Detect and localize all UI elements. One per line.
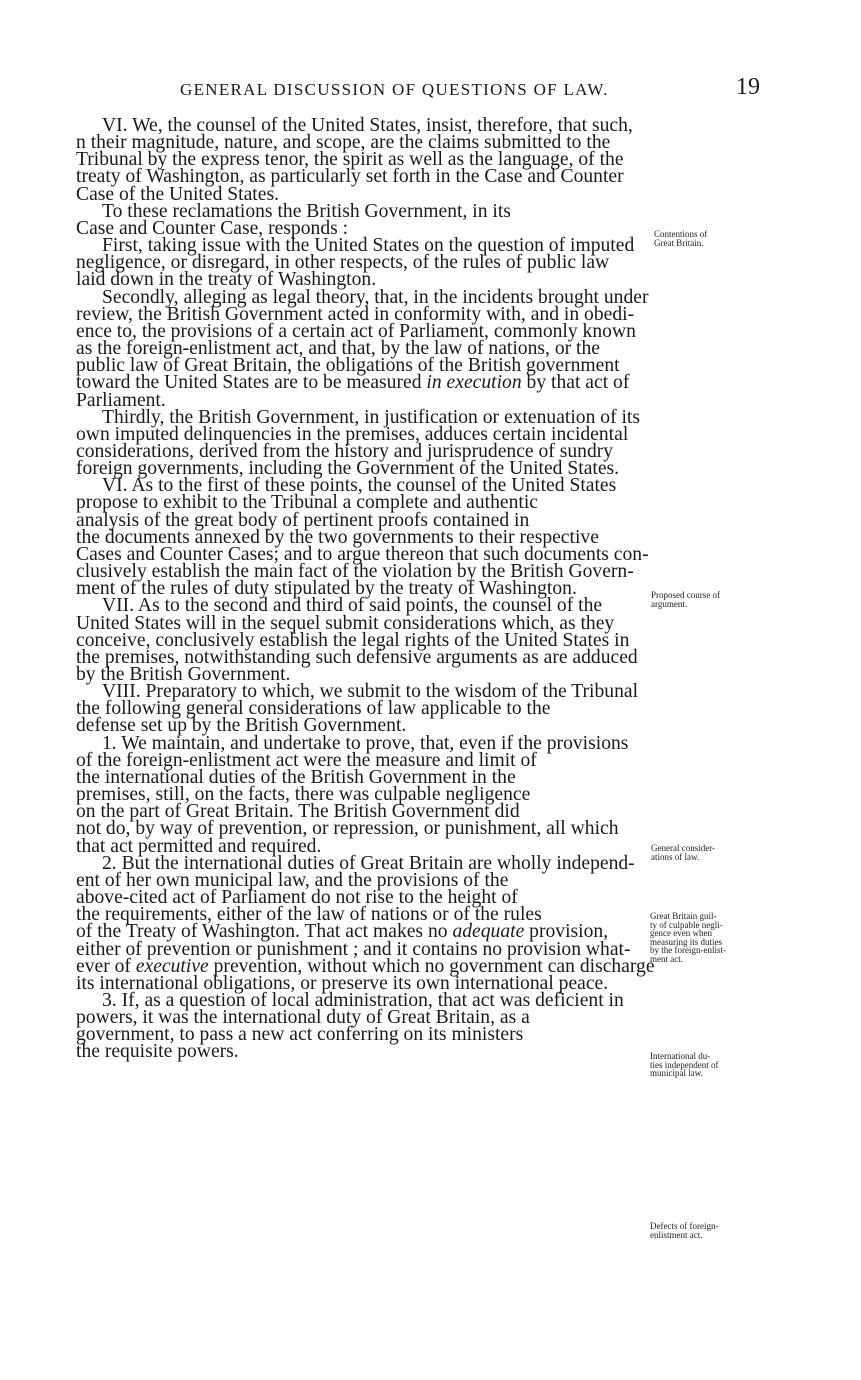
margin-note-line: Proposed course of — [651, 590, 720, 600]
margin-note-line: ations of law. — [651, 851, 700, 862]
text-line: VI. As to the first of these points, the counsel of the United States — [102, 475, 617, 497]
text-line: 2. But the international duties of Great Britain are wholly independ- — [102, 852, 635, 874]
text-line: review, the British Government acted in conformity with, and in obedi- — [76, 303, 635, 325]
margin-note-contentions — [654, 230, 707, 247]
text-line: the international duties of the British Government in the — [76, 766, 516, 788]
text-line: the requirements, either of the law of nations or of the rules — [76, 904, 542, 926]
margin-note-line: municipal law. — [650, 1068, 703, 1078]
page-number: 19 — [736, 74, 760, 100]
text-line: Cases and Counter Cases; and to argue thereon that such documents con- — [76, 543, 649, 565]
text-line: public law of Great Britain, the obligations of the British government — [76, 355, 620, 377]
text-line: its international obligations, or preserve its own international peace. — [76, 972, 609, 994]
margin-note-line: ty of culpable negli- — [650, 919, 723, 930]
text-line: Secondly, alleging as legal theory, that, in the incidents brought under — [102, 286, 649, 308]
text-line: on the part of Great Britain. The British Government did — [76, 801, 520, 823]
margin-note-line: Great Britain guil- — [650, 911, 717, 921]
text-line: ence to, the provisions of a certain act of Parliament, commonly known — [76, 320, 636, 342]
text-line: clusively establish the main fact of the violation by the British Govern- — [76, 561, 634, 583]
margin-note-line: General consider- — [651, 843, 716, 853]
text-line: toward the United States are to be measured in execution by that act of — [76, 372, 630, 394]
margin-note-line: argument. — [651, 598, 688, 609]
text-line: ment of the rules of duty stipulated by the treaty of Washington. — [76, 578, 577, 600]
text-line: treaty of Washington, as particularly set forth in the Case and Counter — [76, 166, 624, 188]
margin-note-proposed-course — [651, 591, 720, 608]
text-line: the following general considerations of law applicable to the — [76, 698, 551, 720]
text-line: either of prevention or punishment ; and it contains no provision what- — [76, 938, 631, 960]
text-line: n their magnitude, nature, and scope, are the claims submitted to the — [76, 132, 611, 154]
margin-note-line: Defects of foreign- — [650, 1221, 719, 1231]
text-line: of the foreign-enlistment act were the measure and limit of — [76, 749, 537, 771]
text-line: First, taking issue with the United States on the question of imputed — [102, 235, 635, 257]
text-line: not do, by way of prevention, or repression, or punishment, all which — [76, 818, 619, 840]
text-line: Case and Counter Case, responds : — [76, 217, 349, 239]
text-line: as the foreign-enlistment act, and that, by the law of nations, or the — [76, 338, 600, 360]
text-line: VII. As to the second and third of said points, the counsel of the — [102, 595, 603, 617]
margin-note-culpable-negligence — [650, 912, 726, 963]
text-line: conceive, conclusively establish the legal rights of the United States in — [76, 629, 630, 651]
text-line: by the British Government. — [76, 664, 291, 685]
text-line: of the Treaty of Washington. That act makes no adequate provision, — [76, 921, 609, 943]
text-line: that act permitted and required. — [76, 835, 322, 857]
text-line: the premises, notwithstanding such defensive arguments as are adduced — [76, 646, 638, 668]
text-line: foreign governments, including the Government of the United States. — [76, 458, 620, 480]
margin-note-line: measuring its duties — [650, 936, 722, 947]
text-line: Thirdly, the British Government, in justification or extenuation of its — [102, 406, 641, 428]
margin-note-line: by the foreign-enlist- — [650, 945, 726, 955]
text-line: negligence, or disregard, in other respects, of the rules of public law — [76, 252, 610, 274]
text-line: own imputed delinquencies in the premises, adduces certain incidental — [76, 423, 629, 445]
text-line: premises, still, on the facts, there was culpable negligence — [76, 784, 531, 806]
text-line: 3. If, as a question of local administration, that act was deficient in — [102, 989, 624, 1011]
margin-note-line: enlistment act. — [650, 1229, 703, 1240]
text-line: government, to pass a new act conferring on its ministers — [76, 1024, 524, 1046]
margin-note-defects-act — [650, 1222, 718, 1239]
text-line: defense set up by the British Government. — [76, 715, 407, 737]
margin-note-international-duties — [650, 1052, 718, 1078]
text-line: 1. We maintain, and undertake to prove, that, even if the provisions — [102, 732, 629, 754]
text-line: Case of the United States. — [76, 183, 279, 205]
text-line: above-cited act of Parliament do not rise to the height of — [76, 887, 518, 909]
margin-note-general-considerations — [651, 844, 715, 861]
text-line: propose to exhibit to the Tribunal a complete and authentic — [76, 492, 538, 514]
margin-note-line: gence even when — [650, 928, 712, 938]
text-line: the documents annexed by the two governments to their respective — [76, 526, 599, 548]
text-line: Parliament. — [76, 389, 166, 411]
text-line: ever of executive prevention, without which no government can discharge — [76, 955, 655, 977]
margin-note-line: International du- — [650, 1051, 711, 1061]
margin-note-line: ties independent of — [650, 1059, 719, 1070]
text-line: To these reclamations the British Government, in its — [102, 200, 511, 222]
running-head: GENERAL DISCUSSION OF QUESTIONS OF LAW. — [180, 80, 609, 99]
text-line: powers, it was the international duty of Great Britain, as a — [76, 1007, 530, 1029]
text-line: VI. We, the counsel of the United States, insist, therefore, that such, — [102, 115, 633, 136]
text-line: laid down in the treaty of Washington. — [76, 269, 377, 291]
text-line: United States will in the sequel submit considerations which, as they — [76, 612, 615, 634]
text-line: VIII. Preparatory to which, we submit to the wisdom of the Tribunal — [102, 681, 639, 703]
text-line: Tribunal by the express tenor, the spirit as well as the language, of the — [76, 149, 624, 171]
text-line: considerations, derived from the history and jurisprudence of sundry — [76, 440, 614, 462]
margin-note-line: ment act. — [650, 953, 683, 964]
margin-note-line: Great Britain. — [654, 237, 704, 248]
text-line: analysis of the great body of pertinent proofs contained in — [76, 509, 530, 531]
text-line: the requisite powers. — [76, 1041, 239, 1063]
margin-note-line: Contentions of — [654, 229, 708, 239]
text-line: ent of her own municipal law, and the provisions of the — [76, 869, 509, 891]
